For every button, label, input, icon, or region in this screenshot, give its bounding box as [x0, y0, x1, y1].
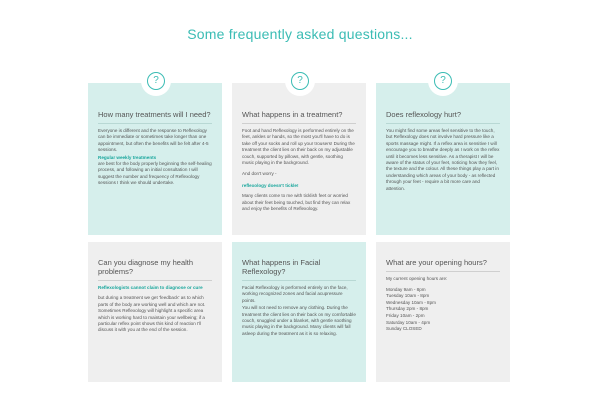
page-title: Some frequently asked questions... [187, 26, 413, 42]
divider [386, 271, 500, 272]
divider [98, 123, 212, 124]
faq-card-treatments-needed [88, 83, 222, 235]
hours-friday: Friday 10am - 2pm [386, 312, 425, 318]
faq-card-facial-reflexology [232, 242, 366, 382]
faq-card-does-it-hurt [376, 83, 510, 235]
question-badge [428, 66, 458, 96]
faq-question: Does reflexology hurt? [386, 110, 462, 119]
question-circle-icon: ? [147, 72, 165, 90]
divider [242, 280, 356, 281]
divider [242, 123, 356, 124]
hours-monday: Monday 9am - 8pm [386, 286, 426, 292]
faq-card-treatment-process [232, 83, 366, 235]
hours-saturday: Saturday 10am - 4pm [386, 319, 431, 325]
faq-question: Can you diagnose my health problems? [98, 258, 194, 276]
faq-answer: You will not need to remove any clothing. During the treatment the client lies on their back on my comfortable couch, snuggled under a blanket, with gentle soothing music playing in the background. Many clients will fall asleep during the treatment as it is so relaxing. [242, 305, 356, 336]
hours-tuesday: Tuesday 10am - 8pm [386, 293, 430, 299]
question-badge [285, 66, 315, 96]
faq-answer: Everyone is different and the response to Reflexology can be immediate or sometimes take longer than one appointment, but often the benefits will be felt after 4-5 sessions. [98, 128, 209, 153]
hours-sunday: Sunday CLOSED [386, 326, 422, 332]
hours-intro: My current opening hours are: [386, 276, 448, 281]
hours-thursday: Thursday 2pm - 8pm [386, 306, 429, 312]
faq-answer: And don't worry - [242, 171, 277, 177]
faq-highlight: Regular weekly treatments [98, 154, 157, 160]
faq-question: What happens in Facial Reflexology? [242, 258, 321, 276]
faq-answer: Foot and hand Reflexology is performed entirely on the feet, ankles or hands, so the most you'll have to do is take off your socks and roll up your trousers! During the treatment the client lies on their back on my adjustable couch, supported by pillows, with gentle, soothing music playing in the background. [242, 128, 355, 166]
question-circle-icon: ? [434, 72, 452, 90]
faq-highlight: reflexology doesn't tickle! [242, 182, 299, 188]
faq-question: What happens in a treatment? [242, 110, 343, 119]
divider [98, 280, 212, 281]
faq-question: What are your opening hours? [386, 258, 487, 267]
faq-question: How many treatments will I need? [98, 110, 211, 119]
faq-answer: but during a treatment we get 'feedback' as to which parts of the body are working well and which are not. Sometimes Reflexology will highlight a specific area which is working hard to maintain your wellbeing; if a particular reflex point shows this kind of reaction I'll discuss it with you at the end of the session. [98, 295, 206, 333]
faq-card-opening-hours [376, 242, 510, 382]
faq-answer: are best for the body properly beginning the self-healing process, and following an initial consultation I will suggest the number and frequency of Reflexology sessions I think we should undertake. [98, 161, 212, 186]
faq-answer: Many clients come to me with ticklish feet or worried about their feet being touched, but find they can relax and enjoy the benefits of Reflexology. [242, 193, 351, 212]
faq-answer: You might find some areas feel sensitive to the touch, but Reflexology does not involve hard pressure like a sports massage might. If a reflex area is sensitive I will encourage you to breathe deeply as I work on the reflex until it becomes less sensitive. As a therapist I will be aware of the status of your feet, noticing how they feel, the texture and the colour. All these things play a part in understanding which areas of your body - as reflected through your feet - require a bit more care and attention. [386, 128, 500, 191]
question-badge [141, 66, 171, 96]
faq-card-diagnose [88, 242, 222, 382]
divider [386, 123, 500, 124]
faq-answer: Facial Reflexology is performed entirely on the face, working recognized zones and facial acupressure points. [242, 285, 348, 303]
question-circle-icon: ? [291, 72, 309, 90]
faq-highlight: Reflexologists cannot claim to diagnose or cure [98, 285, 203, 290]
hours-wednesday: Wednesday 10am - 8pm [386, 299, 436, 305]
